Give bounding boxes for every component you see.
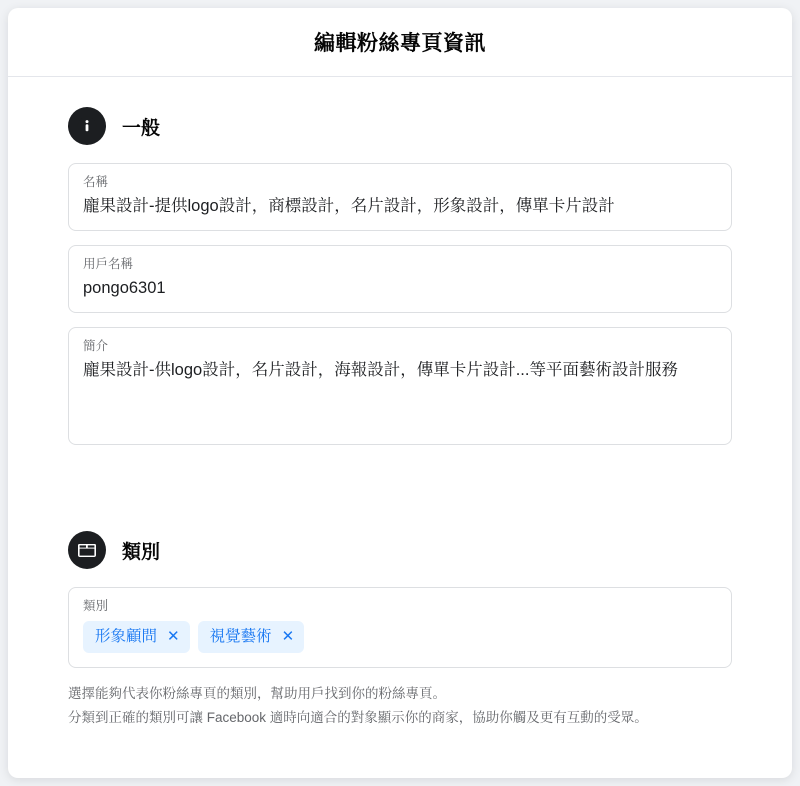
category-chip-label: 視覺藝術 — [209, 628, 272, 645]
category-chip-list — [83, 621, 717, 653]
name-field-value[interactable]: 龐果設計-提供logo設計，商標設計，名片設計，形象設計，傳單卡片設計 — [83, 197, 615, 215]
category-field[interactable] — [68, 587, 732, 668]
section-spacer — [68, 459, 732, 501]
category-helper-line-2: 分類到正確的類別可讓 Facebook 適時向適合的對象顯示你的商家，協助你觸及更有互動的受眾。 — [68, 710, 648, 725]
dialog-body — [8, 107, 792, 730]
bio-field[interactable] — [68, 327, 732, 445]
username-field[interactable] — [68, 245, 732, 313]
close-icon[interactable]: ✕ — [281, 628, 295, 645]
category-chip[interactable] — [198, 621, 305, 653]
edit-page-info-dialog — [8, 8, 792, 778]
close-icon[interactable]: ✕ — [167, 628, 180, 645]
section-category-header — [68, 531, 732, 569]
category-chip-label: 形象顧問 — [95, 628, 158, 645]
section-category-title: 類別 — [122, 541, 161, 563]
category-chip[interactable] — [83, 621, 190, 653]
section-general-header — [68, 107, 732, 145]
folder-icon — [68, 531, 106, 569]
dialog-header — [8, 8, 792, 77]
section-general-title: 一般 — [122, 117, 161, 139]
category-helper-text — [68, 682, 732, 730]
info-icon — [68, 107, 106, 145]
category-helper-line-1: 選擇能夠代表你粉絲專頁的類別，幫助用戶找到你的粉絲專頁。 — [68, 686, 446, 701]
category-field-label: 類別 — [83, 599, 109, 613]
username-field-value[interactable]: pongo6301 — [83, 279, 166, 297]
page-title: 編輯粉絲專頁資訊 — [314, 32, 486, 55]
name-field-label: 名稱 — [83, 175, 109, 189]
bio-field-value[interactable]: 龐果設計-供logo設計，名片設計，海報設計，傳單卡片設計...等平面藝術設計服務 — [83, 361, 678, 379]
bio-field-label: 簡介 — [83, 339, 109, 353]
username-field-label: 用戶名稱 — [83, 257, 134, 271]
name-field[interactable] — [68, 163, 732, 231]
